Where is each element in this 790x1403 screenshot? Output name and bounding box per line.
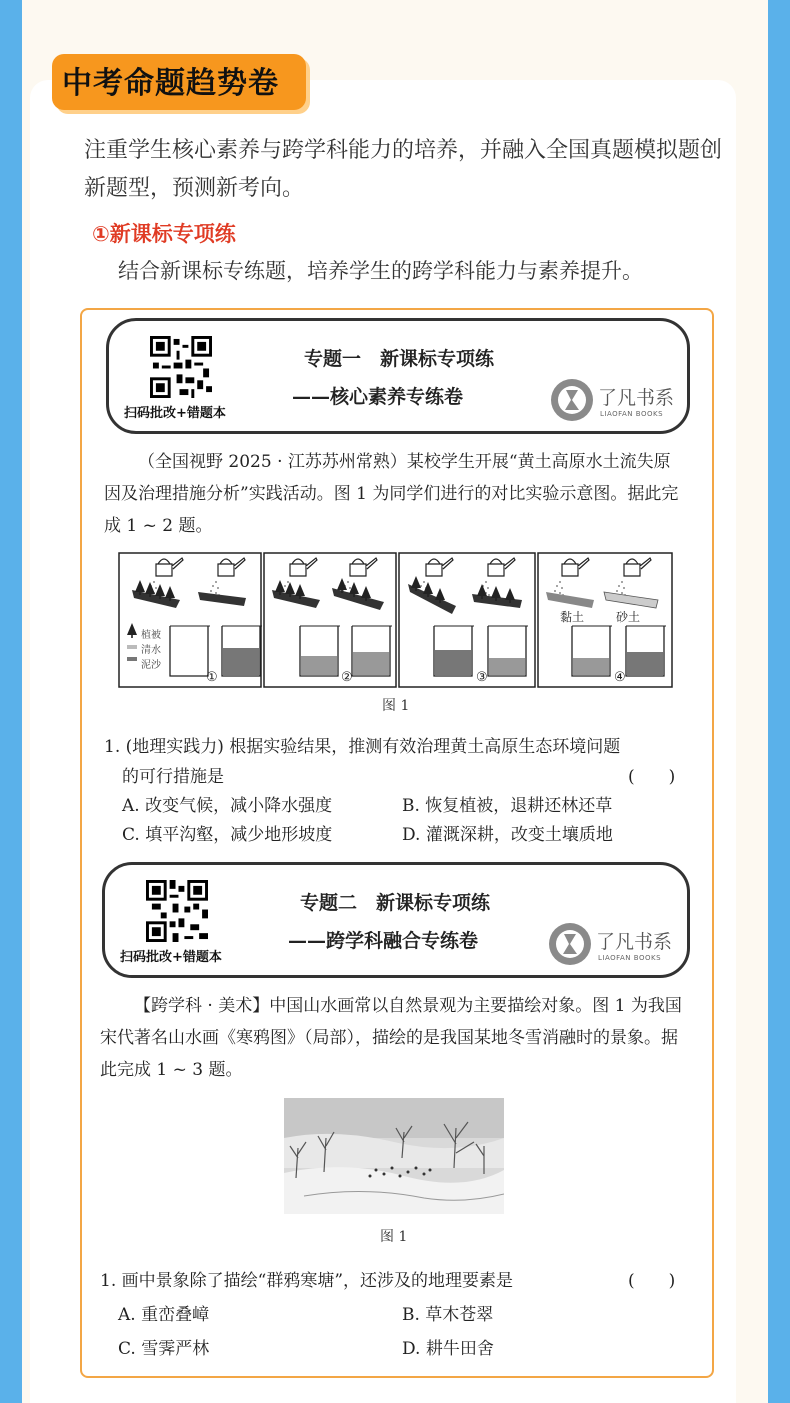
qr-caption: 扫码批改+错题本 xyxy=(120,950,222,965)
figure-caption: 图 1 xyxy=(382,698,410,714)
logo-subtext: LIAOFAN BOOKS xyxy=(598,954,662,962)
answer-paren[interactable]: ( ) xyxy=(628,767,676,787)
qr-code-icon[interactable] xyxy=(146,880,208,942)
intro-text: 注重学生核心素养与跨学科能力的培养，并融入全国真题模拟题创新题型，预测新考向。 xyxy=(84,138,723,201)
panel-label-2: ② xyxy=(341,670,353,685)
left-border-bar xyxy=(0,0,22,1403)
logo-text: 了凡书系 xyxy=(596,931,673,953)
option-c[interactable]: C. 填平沟壑，减少地形坡度 xyxy=(122,825,333,845)
legend-silt: 泥沙 xyxy=(141,660,161,671)
topic-subtitle: ——跨学科融合专练卷 xyxy=(288,930,479,952)
liaofan-logo-icon xyxy=(548,922,592,966)
option-d[interactable]: D. 耕牛田舍 xyxy=(402,1339,494,1359)
option-b[interactable]: B. 草木苍翠 xyxy=(402,1305,494,1325)
question-stem: 1. (地理实践力) 根据实验结果，推测有效治理黄土高原生态环境问题 xyxy=(104,737,621,757)
option-c[interactable]: C. 雪霁严林 xyxy=(118,1339,210,1359)
soil-label-sand: 砂土 xyxy=(616,610,641,624)
topic-title: 专题一 新课标专项练 xyxy=(304,348,495,370)
passage-2: 【跨学科 · 美术】中国山水画常以自然景观为主要描绘对象。图 1 为我国宋代著名山水画《寒鸦图》（局部），描绘的是我国某地冬雪消融时的景象。据此完成 1 ~ 3 题。 xyxy=(100,996,682,1080)
section-title: ①新课标专项练 xyxy=(92,222,236,246)
banner-title: 中考命题趋势卷 xyxy=(62,66,279,101)
option-d[interactable]: D. 灌溉深耕，改变土壤质地 xyxy=(402,825,613,845)
legend-vegetation: 植被 xyxy=(141,630,161,641)
logo-text: 了凡书系 xyxy=(598,387,675,409)
passage-1: （全国视野 2025 · 江苏苏州常熟）某校学生开展“黄土高原水土流失原因及治理措施分析”实践活动。图 1 为同学们进行的对比实验示意图。据此完成 1 ~ 2 题。 xyxy=(104,452,679,536)
soil-label-clay: 黏土 xyxy=(560,610,585,624)
topic-subtitle: ——核心素养专练卷 xyxy=(292,386,464,408)
option-a[interactable]: A. 改变气候，减小降水强度 xyxy=(122,796,333,816)
legend-clear-water: 清水 xyxy=(141,645,161,656)
topic-title: 专题二 新课标专项练 xyxy=(300,892,491,914)
liaofan-logo-icon xyxy=(550,378,594,422)
question-stem-cont: 的可行措施是 xyxy=(122,767,224,787)
answer-paren[interactable]: ( ) xyxy=(628,1271,676,1291)
section-description: 结合新课标专练题，培养学生的跨学科能力与素养提升。 xyxy=(118,259,643,283)
qr-code-icon[interactable] xyxy=(150,336,212,398)
panel-label-1: ① xyxy=(206,670,218,685)
option-a[interactable]: A. 重峦叠嶂 xyxy=(118,1305,210,1325)
qr-caption: 扫码批改+错题本 xyxy=(124,406,226,421)
option-b[interactable]: B. 恢复植被，退耕还林还草 xyxy=(402,796,613,816)
right-border-bar xyxy=(768,0,790,1403)
figure-caption: 图 1 xyxy=(380,1229,408,1245)
logo-subtext: LIAOFAN BOOKS xyxy=(600,410,664,418)
panel-label-3: ③ xyxy=(476,670,488,685)
landscape-painting xyxy=(284,1098,504,1214)
question-stem: 1. 画中景象除了描绘“群鸦寒塘”，还涉及的地理要素是 xyxy=(100,1271,514,1291)
panel-label-4: ④ xyxy=(614,670,626,685)
experiment-figure xyxy=(118,552,674,690)
